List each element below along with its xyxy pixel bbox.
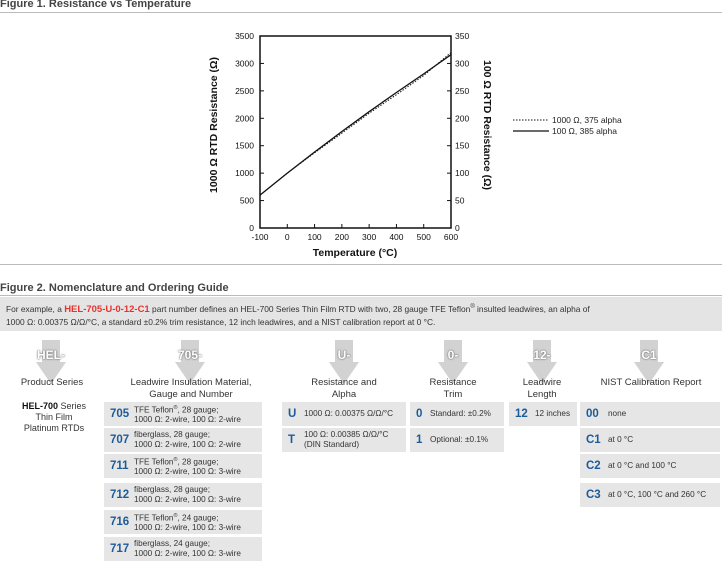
desc-part: 1000 Ω: 2-wire, 100 Ω: 3-wire — [134, 549, 241, 558]
desc-part: , 24 gauge; — [177, 513, 219, 523]
leadwire-row — [104, 428, 262, 453]
nist-option-code: C2 — [586, 460, 601, 472]
x-tick-label: 500 — [416, 232, 431, 242]
leadwire-title — [108, 377, 274, 401]
trim-option-code: 1 — [416, 434, 423, 446]
alpha-title — [284, 377, 404, 401]
leadwire-row — [104, 483, 262, 508]
length-title-1: Leadwire — [522, 377, 562, 388]
y-left-tick-label: 2000 — [235, 113, 254, 124]
leadwire-option-code: 707 — [110, 434, 130, 446]
registered-mark: ® — [173, 512, 178, 519]
alpha-title-1: Resistance and — [311, 377, 377, 388]
leadwire-option-desc — [134, 511, 241, 534]
nist-option-desc: at 0 °C and 100 °C — [608, 461, 677, 470]
registered-mark: ® — [470, 304, 475, 310]
intro-text-4: 1000 Ω: 0.00375 Ω/Ω/°C, a standard ±0.2% trim resistance, 12 inch leadwires, and a NIST calibration report at 0 °C. — [6, 316, 436, 327]
leadwire-option-desc — [134, 455, 241, 478]
trim-row — [410, 428, 504, 453]
desc-part: 1000 Ω: 2-wire, 100 Ω: 3-wire — [134, 467, 241, 477]
nist-row — [580, 454, 720, 479]
intro-text-3: insulted leadwires, an alpha of — [474, 303, 590, 314]
trim-option-desc: Standard: ±0.2% — [430, 409, 491, 418]
trim-title-1: Resistance — [429, 377, 477, 388]
y-left-tick-label: 0 — [249, 223, 254, 233]
length-option-code: 12 — [515, 408, 528, 420]
nist-option-desc: at 0 °C — [608, 435, 634, 444]
desc-part: (DIN Standard) — [304, 440, 360, 449]
legend-line-dotted — [513, 118, 549, 122]
leadwire-option-code: 716 — [110, 516, 130, 528]
y-right-tick-label: 50 — [455, 195, 465, 206]
length-code: 12- — [533, 348, 551, 362]
series-line-2: Thin Film — [35, 412, 73, 422]
alpha-code: U- — [337, 348, 351, 362]
leadwire-row — [104, 537, 262, 562]
desc-part: , 28 gauge; — [177, 457, 219, 467]
leadwire-option-code: 717 — [110, 543, 130, 555]
leadwire-option-desc — [134, 403, 241, 426]
y-right-tick-label: 300 — [455, 58, 470, 69]
series-code: HEL- — [37, 348, 65, 362]
figure2-divider — [0, 295, 722, 296]
resistance-chart — [0, 12, 722, 282]
x-tick-label: 100 — [307, 232, 322, 242]
series-title: Product Series — [20, 377, 84, 388]
alpha-option-code: T — [288, 434, 296, 446]
y-left-tick-label: 500 — [239, 195, 254, 206]
trim-option-desc: Optional: ±0.1% — [430, 435, 489, 444]
leadwire-option-desc — [134, 430, 241, 450]
desc-part: fiberglass, 28 gauge; — [134, 485, 211, 494]
series-line-385-alpha — [260, 55, 451, 195]
intro-text-1: For example, a — [6, 303, 65, 314]
series-line-3: Platinum RTDs — [23, 423, 85, 433]
length-title-2: Length — [527, 389, 557, 400]
registered-mark: ® — [173, 456, 178, 463]
example-part-number: HEL-705-U-0-12-C1 — [64, 303, 150, 315]
leadwire-row — [104, 402, 262, 427]
nist-row — [580, 483, 720, 508]
plot-frame — [260, 36, 451, 228]
trim-row — [410, 402, 504, 427]
x-axis-label: Temperature (°C) — [312, 247, 398, 259]
desc-part: fiberglass, 28 gauge; — [134, 430, 211, 439]
y-right-tick-label: 200 — [455, 113, 470, 124]
desc-part: 1000 Ω: 2-wire, 100 Ω: 3-wire — [134, 523, 241, 533]
desc-part: TFE Teflon — [134, 513, 174, 523]
desc-part: 1000 Ω: 2-wire, 100 Ω: 2-wire — [134, 440, 241, 449]
x-tick-label: -100 — [251, 232, 269, 242]
leadwire-option-code: 711 — [110, 460, 129, 472]
y-left-tick-label: 3000 — [235, 58, 254, 69]
nist-option-desc: at 0 °C, 100 °C and 260 °C — [608, 490, 707, 499]
y-right-tick-label: 150 — [455, 140, 470, 151]
leadwire-title-1: Leadwire Insulation Material, — [130, 377, 252, 388]
y-left-tick-label: 1500 — [235, 140, 254, 151]
registered-mark: ® — [173, 404, 178, 411]
nist-option-desc: none — [608, 409, 627, 418]
length-option-desc: 12 inches — [535, 409, 571, 418]
legend-item-385 — [513, 126, 617, 136]
desc-part: fiberglass, 24 gauge; — [134, 539, 211, 548]
leadwire-row — [104, 454, 262, 479]
series-name: HEL-700 — [21, 401, 58, 411]
y-right-tick-label: 100 — [455, 168, 470, 179]
leadwire-option-code: 705 — [110, 408, 130, 420]
nist-option-code: 00 — [586, 408, 599, 420]
alpha-title-2: Alpha — [331, 389, 357, 400]
leadwire-option-desc — [134, 539, 241, 559]
alpha-row — [282, 402, 406, 427]
legend-label-385: 100 Ω, 385 alpha — [552, 126, 617, 136]
x-tick-label: 200 — [334, 232, 349, 242]
desc-part: TFE Teflon — [134, 457, 174, 467]
nist-row — [580, 428, 720, 453]
leadwire-code: 705- — [177, 348, 203, 362]
y-axis-left-label: 1000 Ω RTD Resistance (Ω) — [208, 57, 220, 193]
example-description — [0, 297, 722, 331]
y-right-tick-label: 0 — [455, 223, 460, 233]
desc-part: 100 Ω: 0.00385 Ω/Ω/°C — [304, 430, 389, 439]
trim-option-code: 0 — [416, 408, 423, 420]
legend-item-375 — [513, 115, 622, 125]
trim-title-2: Trim — [443, 389, 463, 400]
desc-part: , 28 gauge; — [177, 405, 219, 415]
x-tick-label: 400 — [389, 232, 404, 242]
figure1-title: Figure 1. Resistance vs Temperature — [0, 0, 192, 10]
nist-title: NIST Calibration Report — [600, 377, 702, 388]
leadwire-option-desc — [134, 485, 241, 505]
intro-text-2: part number defines an HEL-700 Series Thin Film RTD with two, 28 gauge TFE Teflon — [149, 303, 471, 314]
y-right-tick-label: 350 — [455, 31, 470, 41]
y-left-tick-label: 3500 — [235, 31, 254, 41]
trim-code: 0- — [447, 348, 459, 362]
x-tick-label: 600 — [443, 232, 459, 242]
length-row — [509, 402, 577, 427]
series-line-1: Series — [58, 401, 87, 411]
series-description — [14, 401, 94, 434]
y-right-tick-label: 250 — [455, 85, 470, 96]
trim-title — [411, 377, 495, 401]
alpha-option-desc — [304, 430, 388, 450]
nist-option-code: C3 — [586, 489, 601, 501]
nist-code: C1 — [641, 348, 657, 362]
figure2-title: Figure 2. Nomenclature and Ordering Guide — [0, 282, 229, 294]
y-left-tick-label: 2500 — [235, 85, 254, 96]
y-left-tick-label: 1000 — [235, 168, 254, 179]
series-line-375-alpha — [260, 53, 451, 196]
alpha-row — [282, 428, 406, 453]
alpha-option-desc: 1000 Ω: 0.00375 Ω/Ω/°C — [304, 409, 394, 418]
legend-line-solid — [513, 129, 549, 133]
leadwire-title-2: Gauge and Number — [149, 389, 233, 400]
desc-part: TFE Teflon — [134, 405, 174, 415]
desc-part: 1000 Ω: 2-wire, 100 Ω: 2-wire — [134, 415, 241, 425]
length-title — [510, 377, 574, 401]
nist-row — [580, 402, 720, 427]
desc-part: 1000 Ω: 2-wire, 100 Ω: 3-wire — [134, 495, 241, 504]
alpha-option-code: U — [288, 408, 297, 420]
figure2-divider-top — [0, 264, 722, 265]
x-tick-label: 300 — [362, 232, 377, 242]
leadwire-row — [104, 510, 262, 535]
x-tick-label: 0 — [284, 232, 290, 242]
y-axis-right-label: 100 Ω RTD Resistance (Ω) — [481, 59, 493, 191]
nist-option-code: C1 — [586, 434, 601, 446]
legend-label-375: 1000 Ω, 375 alpha — [552, 115, 622, 125]
leadwire-option-code: 712 — [110, 489, 130, 501]
